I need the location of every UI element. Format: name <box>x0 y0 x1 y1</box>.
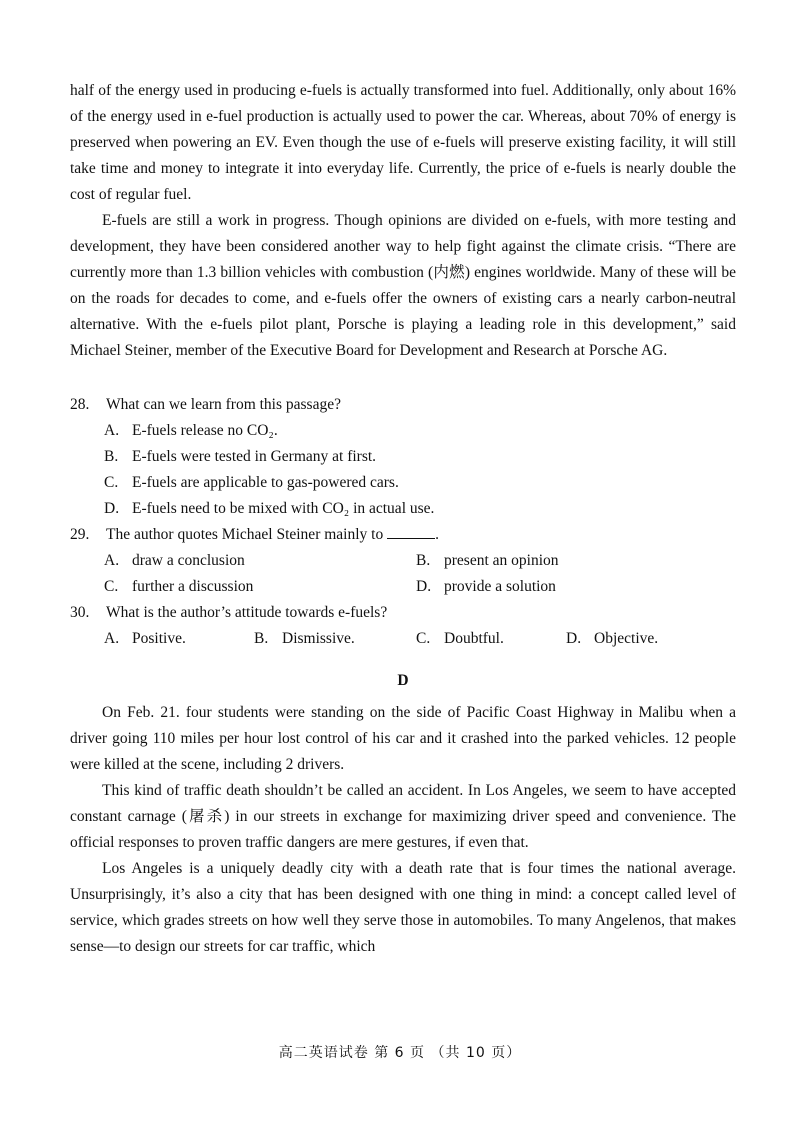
question-number: 30. <box>70 604 90 621</box>
question-stem: The author quotes Michael Steiner mainly to <box>106 526 384 543</box>
answer-blank <box>387 524 435 539</box>
page-footer: 高二英语试卷 第 6 页 （共 10 页） <box>278 1045 522 1061</box>
question-stem-wrap: The author quotes Michael Steiner mainly to . <box>106 526 439 543</box>
passage-d <box>70 700 736 960</box>
passage-c-continued <box>70 78 736 364</box>
option-c: C. further a discussion <box>104 578 254 595</box>
option-b: B. E-fuels were tested in Germany at first. <box>104 448 377 465</box>
passage-c-paragraph-1: half of the energy used in producing e-fuels is actually transformed into fuel. Additionally, only about 16% of the energy used in e-fuel production is actually used to power the car. Whereas, about 70% of energy is preserved when powering an EV. Even though the use of e-fuels will preserve existing facility, it will still take time and money to integrate it into everyday life. Currently, the price of e-fuels is nearly double the cost of regular fuel. <box>70 82 736 203</box>
option-c: C. E-fuels are applicable to gas-powered cars. <box>104 474 399 491</box>
option-a: A. Positive. <box>104 630 186 647</box>
option-a: A. draw a conclusion <box>104 552 245 569</box>
option-d: D. E-fuels need to be mixed with CO₂ in actual use. <box>104 500 435 517</box>
question-number: 28. <box>70 396 90 413</box>
option-d: D. provide a solution <box>416 578 556 595</box>
option-c: C. Doubtful. <box>416 630 504 647</box>
option-a: A. E-fuels release no CO₂. <box>104 422 278 439</box>
option-b: B. Dismissive. <box>254 630 355 647</box>
passage-d-paragraph-1: On Feb. 21. four students were standing on the side of Pacific Coast Highway in Malibu when a driver going 110 miles per hour lost control of his car and it crashed into the parked vehicles. 12 people were killed at the scene, including 2 drivers. <box>70 704 736 773</box>
question-stem: What can we learn from this passage? <box>106 396 341 413</box>
option-b: B. present an opinion <box>416 552 559 569</box>
question-29 <box>70 522 736 600</box>
passage-d-paragraph-3: Los Angeles is a uniquely deadly city with a death rate that is four times the national average. Unsurprisingly, it’s also a city that has been designed with one thing in mind: a concept called level of service, which grades streets on how well they serve those in automobiles. To many Angelenos, that makes sense—to design our streets for car traffic, which <box>70 860 736 955</box>
question-block <box>70 392 736 652</box>
question-number: 29. <box>70 526 90 543</box>
question-30 <box>70 600 736 652</box>
section-heading: D <box>397 672 409 689</box>
option-d: D. Objective. <box>566 630 659 647</box>
question-stem: What is the author’s attitude towards e-fuels? <box>106 604 388 621</box>
passage-d-paragraph-2: This kind of traffic death shouldn’t be called an accident. In Los Angeles, we seem to have accepted constant carnage (屠杀) in our streets in exchange for maximizing driver speed and convenience. The official responses to proven traffic dangers are mere gestures, if even that. <box>70 782 736 851</box>
question-28 <box>70 392 736 522</box>
passage-c-paragraph-2: E-fuels are still a work in progress. Though opinions are divided on e-fuels, with more testing and development, they have been considered another way to help fight against the climate crisis. “There are currently more than 1.3 billion vehicles with combustion (内燃) engines worldwide. Many of these will be on the roads for decades to come, and e-fuels offer the owners of existing cars a nearly carbon-neutral alternative. With the e-fuels pilot plant, Porsche is playing a leading role in this development,” said Michael Steiner, member of the Executive Board for Development and Research at Porsche AG. <box>70 212 736 359</box>
